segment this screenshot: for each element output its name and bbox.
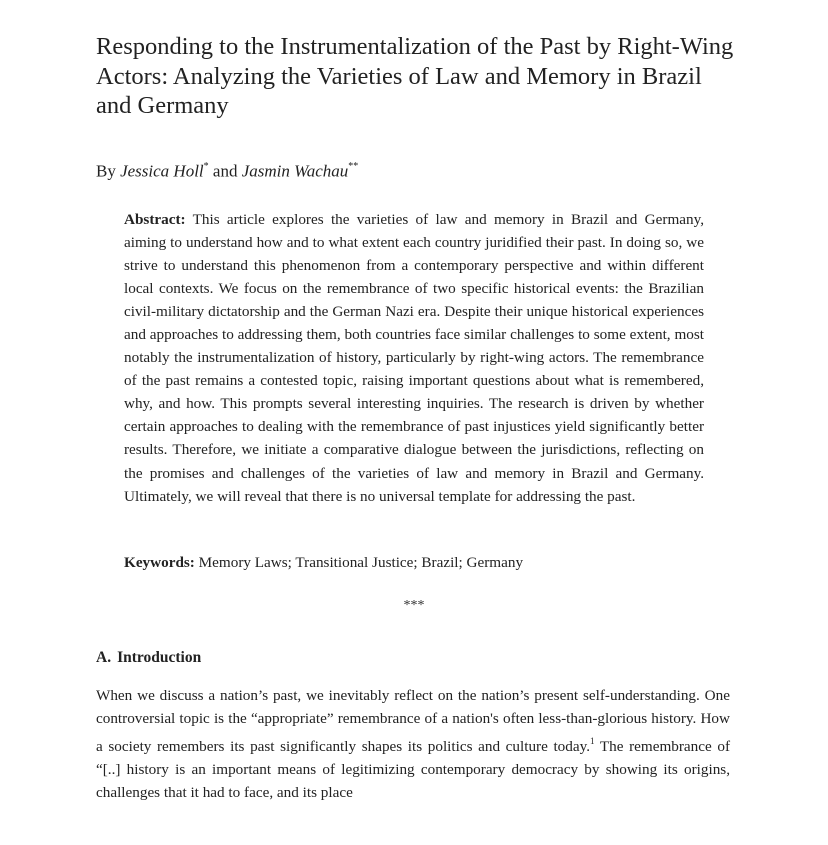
byline-prefix: By [96, 161, 116, 181]
article-title: Responding to the Instrumentalization of the Past by Right-Wing Actors: Analyzing the Varieties of Law and Memory in Brazil and Germany [96, 33, 734, 119]
byline-conjunction: and [212, 161, 238, 181]
section-number: A. [96, 649, 112, 666]
author2-footnote-mark[interactable]: ** [348, 161, 359, 172]
keywords-label: Keywords: [124, 554, 195, 571]
author1-footnote-mark[interactable]: * [203, 161, 209, 172]
author-jasmin-wachau[interactable]: Jasmin Wachau [241, 161, 349, 181]
intro-text-part2: The remembrance of “[..] history is an important means of legitimizing contemporary democracy by showing its origins, challenges that it had to face, and its place [96, 737, 731, 802]
abstract [124, 208, 704, 508]
author-jessica-holl[interactable]: Jessica Holl [120, 161, 204, 181]
footnote-ref-1[interactable]: 1 [590, 735, 595, 746]
abstract-label: Abstract: [124, 211, 186, 228]
introduction-paragraph [96, 684, 730, 805]
section-title: Introduction [117, 649, 202, 666]
byline [96, 157, 358, 183]
keywords-text: Memory Laws; Transitional Justice; Brazil; Germany [198, 554, 524, 571]
abstract-text: This article explores the varieties of law and memory in Brazil and Germany, aiming to understand how and to what extent each country juridified their past. In doing so, we strive to understand this phenomenon from a contemporary perspective and within different local contexts. We focus on the remembrance of two specific historical events: the Brazilian civil-military dictatorship and the German Nazi era. Despite their unique historical experiences and approaches to addressing them, both countries face similar challenges to some extent, most notably the instrumentalization of history, particularly by right-wing actors. The remembrance of the past remains a contested topic, raising important questions about what is remembered, why, and how. This prompts several interesting inquiries. The research is driven by whether certain approaches to dealing with the remembrance of past injustices yield significantly better results. Therefore, we initiate a comparative dialogue between the jurisdictions, reflecting on the promises and challenges of the varieties of law and memory in Brazil and Germany. Ultimately, we will reveal that there is no universal template for addressing the past. [124, 211, 704, 505]
intro-text-part1: When we discuss a nation’s past, we inevitably reflect on the nation’s present self-understanding. One controversial topic is the “appropriate” remembrance of a nation's often less-than-glorious history. How a society remembers its past significantly shapes its politics and culture today. [96, 687, 730, 755]
keywords [124, 551, 704, 574]
section-separator: *** [403, 598, 425, 613]
section-heading-introduction [96, 647, 201, 669]
